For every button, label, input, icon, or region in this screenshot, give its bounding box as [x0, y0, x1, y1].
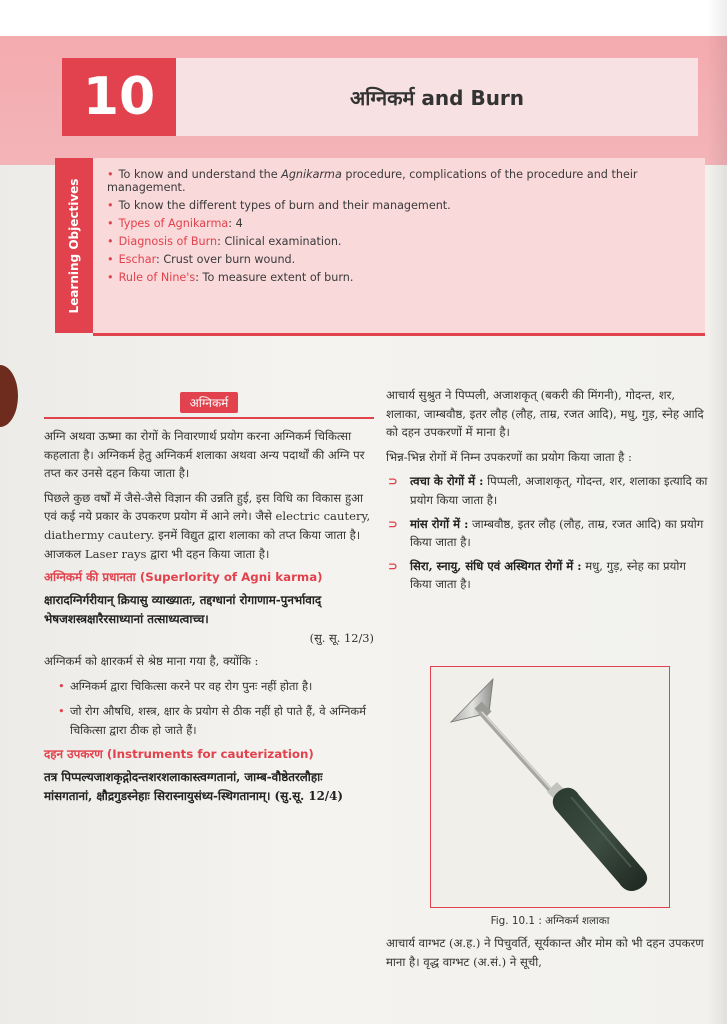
chapter-number: 10	[62, 58, 176, 136]
arrow-bullet-icon: ⊃	[388, 516, 398, 531]
paragraph: पिछले कुछ वर्षों में जैसे-जैसे विज्ञान की उन्नति हुई, इस विधि का विकास हुआ एवं कई नये प्रकार के उपकरण प्रयोग में आने लगे। जैसे electric cautery, diathermy cautery. इनमें विद्युत द्वारा शलाका को तप्त किया जाता है। आजकल Laser rays द्वारा भी दहन किया जाता है।	[44, 490, 371, 561]
paragraph: आचार्य वाग्भट (अ.ह.) ने पिचुवर्ति, सूर्यकान्त और मोम को भी दहन उपकरण माना है। वृद्ध वाग्भट (अ.सं.) ने सूची,	[386, 936, 704, 969]
objective-item: • To know and understand the Agnikarma procedure, complications of the procedure and their management.	[107, 168, 638, 194]
objective-item: • To know the different types of burn and their management.	[107, 199, 451, 212]
list-item: • अग्निकर्म द्वारा चिकित्सा करने पर वह रोग पुनः नहीं होता है।	[58, 678, 313, 693]
chapter-title: अग्निकर्म and Burn	[349, 85, 525, 110]
left-column	[44, 392, 374, 808]
verse-reference: (सु. सू. 12/3)	[309, 631, 374, 646]
bullet-list	[44, 677, 374, 740]
figure-agnikarma-shalaka	[430, 666, 670, 908]
list-item: ⊃ त्वचा के रोगों में : पिप्पली, अजाशकृत्, गोदन्त, शर, शलाका इत्यादि का प्रयोग किया जाता है।	[388, 474, 708, 507]
paragraph: अग्निकर्म को क्षारकर्म से श्रेष्ठ माना गया है, क्योंकि :	[44, 654, 259, 669]
page-edge-object	[0, 365, 18, 427]
subheading: अग्निकर्म की प्रधानता (Superlority of Agni karma)	[44, 570, 323, 585]
paragraph: अग्नि अथवा ऊष्मा का रोगों के निवारणार्थ प्रयोग करना अग्निकर्म चिकित्सा कहलाता है। अग्निकर्म हेतु अग्निकर्म शलाका अथवा अन्य पदार्थों की अग्नि पर तप्त कर उनसे दहन किया जाता है।	[44, 429, 365, 481]
objective-item: • Eschar: Crust over burn wound.	[107, 253, 296, 266]
list-item: ⊃ मांस रोगों में : जाम्बवौष्ठ, इतर लौह (लौह, ताम्र, रजत आदि) का प्रयोग किया जाता है।	[388, 516, 704, 550]
learning-objectives-box	[93, 158, 705, 336]
section-title: अग्निकर्म	[180, 392, 239, 413]
objective-item: • Types of Agnikarma: 4	[107, 217, 243, 230]
paragraph: आचार्य सुश्रुत ने पिप्पली, अजाशकृत् (बकरी की मिंगनी), गोदन्त, शर, शलाका, जाम्बवौष्ठ, इतर लौह (लौह, ताम्र, रजत आदि), मधु, गुड़, स्नेह आदि को दहन उपकरणों में माना है।	[386, 388, 704, 440]
right-column	[386, 386, 711, 599]
figure-caption: Fig. 10.1 : अग्निकर्म शलाका	[490, 915, 610, 927]
page-curl-shadow	[707, 0, 727, 1024]
subheading: दहन उपकरण (Instruments for cauterization)	[44, 746, 314, 761]
chapter-title-box	[176, 58, 698, 136]
objective-item: • Diagnosis of Burn: Clinical examination.	[107, 235, 342, 248]
page-top-margin	[0, 0, 727, 36]
learning-objectives-label: Learning Objectives	[67, 178, 81, 313]
paragraph: भिन्न-भिन्न रोगों में निम्न उपकरणों का प्रयोग किया जाता है :	[386, 449, 632, 464]
sanskrit-verse: तत्र पिप्पल्यजाशकृद्गोदन्तशरशलाकास्त्वग्गतानां, जाम्ब-वौष्ठेतरलौहाः मांसगतानां, क्षौद्रगुडस्नेहाः सिरास्नायुसंध्य-स्थिगतानाम्। (सु.सू. 12/4)	[44, 769, 343, 803]
sanskrit-verse: क्षारादग्निर्गरीयान् क्रियासु व्याख्यातः, तद्दग्धानां रोगाणाम-पुनर्भावाद् भेषजशस्त्रक्षारैरसाध्यानां तत्साध्यत्वाच्च।	[44, 593, 322, 627]
list-item: • जो रोग औषधि, शस्त्र, क्षार के प्रयोग से ठीक नहीं हो पाते हैं, वे अग्निकर्म चिकित्सा द्वारा ठीक हो जाते हैं।	[58, 703, 366, 737]
arrow-bullet-icon: ⊃	[388, 558, 398, 573]
list-item: ⊃ सिरा, स्नायु, संधि एवं अस्थिगत रोगों में : मधु, गुड़, स्नेह का प्रयोग किया जाता है।	[388, 558, 686, 592]
right-column-bottom	[386, 934, 711, 977]
cautery-instrument-illustration	[431, 667, 669, 907]
section-rule	[44, 417, 374, 419]
arrow-bullet-icon: ⊃	[388, 474, 398, 489]
objective-item: • Rule of Nine's: To measure extent of burn.	[107, 271, 354, 284]
learning-objectives-tab	[55, 158, 93, 333]
learning-objectives-list	[93, 158, 705, 284]
